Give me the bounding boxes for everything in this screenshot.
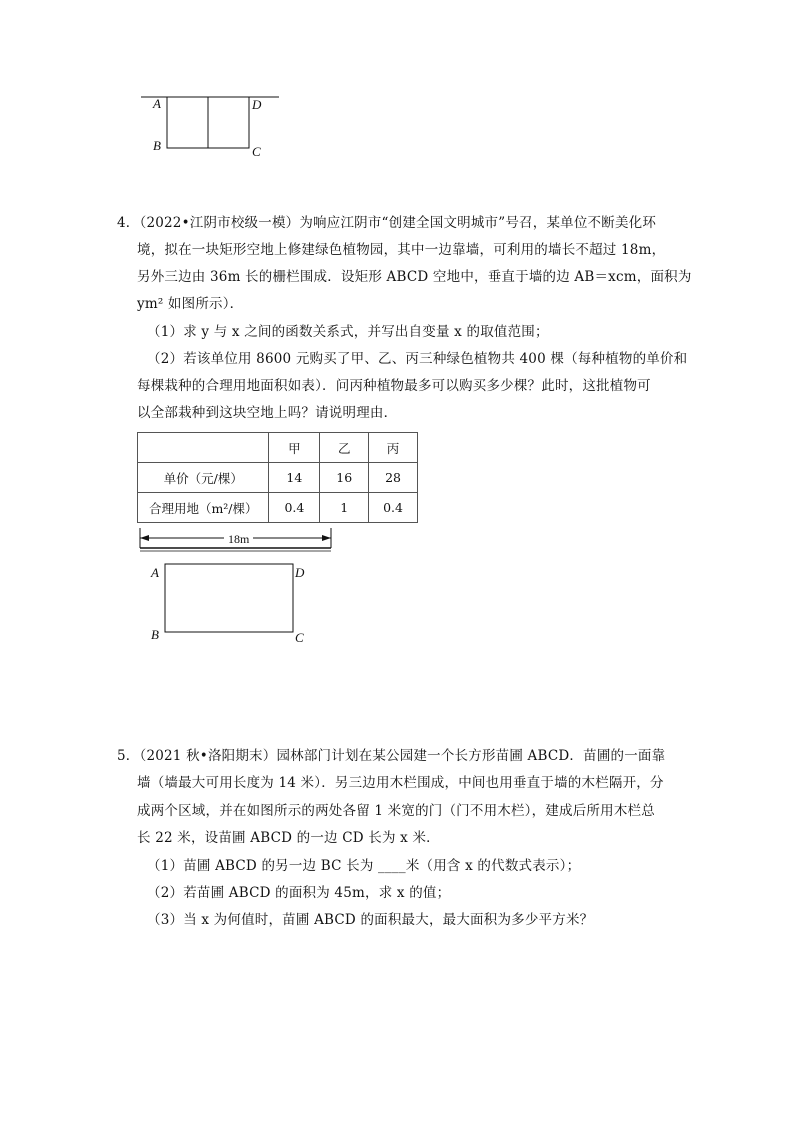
q4-label-b: B	[151, 627, 159, 642]
q4-line-4: ym² 如图所示）．	[137, 296, 244, 312]
q4-line-2: 境，拟在一块矩形空地上修建绿色植物园，其中一边靠墙，可利用的墙长不超过 18m，	[137, 242, 666, 258]
q4-dim-label: 18m	[224, 533, 253, 545]
q5-line-4: 长 22 米，设苗圃 ABCD 的一边 CD 长为 x 米．	[137, 830, 440, 846]
q4-line-6: （2）若该单位用 8600 元购买了甲、乙、丙三种绿色植物共 400 棵（每种植物的单价和	[147, 351, 688, 367]
table-cell: 16	[320, 463, 369, 493]
table-header-cell: 乙	[320, 433, 369, 463]
table-cell: 1	[320, 493, 369, 523]
q4-line-1: 4．（2022•江阴市校级一模）为响应江阴市“创建全国文明城市”号召，某单位不断美化环	[117, 215, 657, 231]
q4-label-a: A	[151, 565, 159, 580]
table-cell: 0.4	[369, 493, 418, 523]
q4-line-7: 每棵栽种的合理用地面积如表）．问丙种植物最多可以购买多少棵？此时，这批植物可	[137, 378, 651, 394]
fig3-label-a: A	[153, 96, 161, 111]
q4-line-8: 以全部栽种到这块空地上吗？请说明理由．	[137, 405, 398, 421]
q4-line-5: （1）求 y 与 x 之间的函数关系式，并写出自变量 x 的取值范围；	[147, 324, 549, 340]
q5-line-7: （3）当 x 为何值时，苗圃 ABCD 的面积最大，最大面积为多少平方米？	[147, 912, 594, 928]
fig3-label-b: B	[153, 138, 161, 153]
fig3-label-c: C	[252, 144, 261, 159]
table-cell: 14	[269, 463, 320, 493]
q4-rectangle	[165, 564, 293, 632]
q4-label-c: C	[295, 630, 304, 645]
table-cell: 合理用地（m²/棵）	[138, 493, 269, 523]
table-header-cell: 丙	[369, 433, 418, 463]
table-cell: 单价（元/棵）	[138, 463, 269, 493]
q4-arrow-right	[322, 535, 331, 541]
q5-line-6: （2）若苗圃 ABCD 的面积为 45m，求 x 的值；	[147, 885, 451, 901]
fig3-label-d: D	[252, 97, 262, 112]
q5-line-5: （1）苗圃 ABCD 的另一边 BC 长为 ____米（用含 x 的代数式表示）；	[147, 858, 581, 874]
table-cell: 0.4	[269, 493, 320, 523]
q5-line-3: 成两个区域，并在如图所示的两处各留 1 米宽的门（门不用木栏），建成后所用木栏总	[137, 803, 655, 819]
q5-line-2: 墙（墙最大可用长度为 14 米）．另三边用木栏围成，中间也用垂直于墙的木栏隔开，分	[137, 775, 664, 791]
q4-line-3: 另外三边由 36m 长的栅栏围成．设矩形 ABCD 空地中，垂直于墙的边 AB＝xcm，面积为	[137, 269, 692, 285]
q4-arrow-left	[140, 535, 149, 541]
q5-line-1: 5．（2021 秋•洛阳期末）园林部门计划在某公园建一个长方形苗圃 ABCD．苗圃的一面靠	[117, 748, 666, 764]
q4-label-d: D	[295, 565, 305, 580]
table-header-cell: 甲	[269, 433, 320, 463]
table-cell: 28	[369, 463, 418, 493]
